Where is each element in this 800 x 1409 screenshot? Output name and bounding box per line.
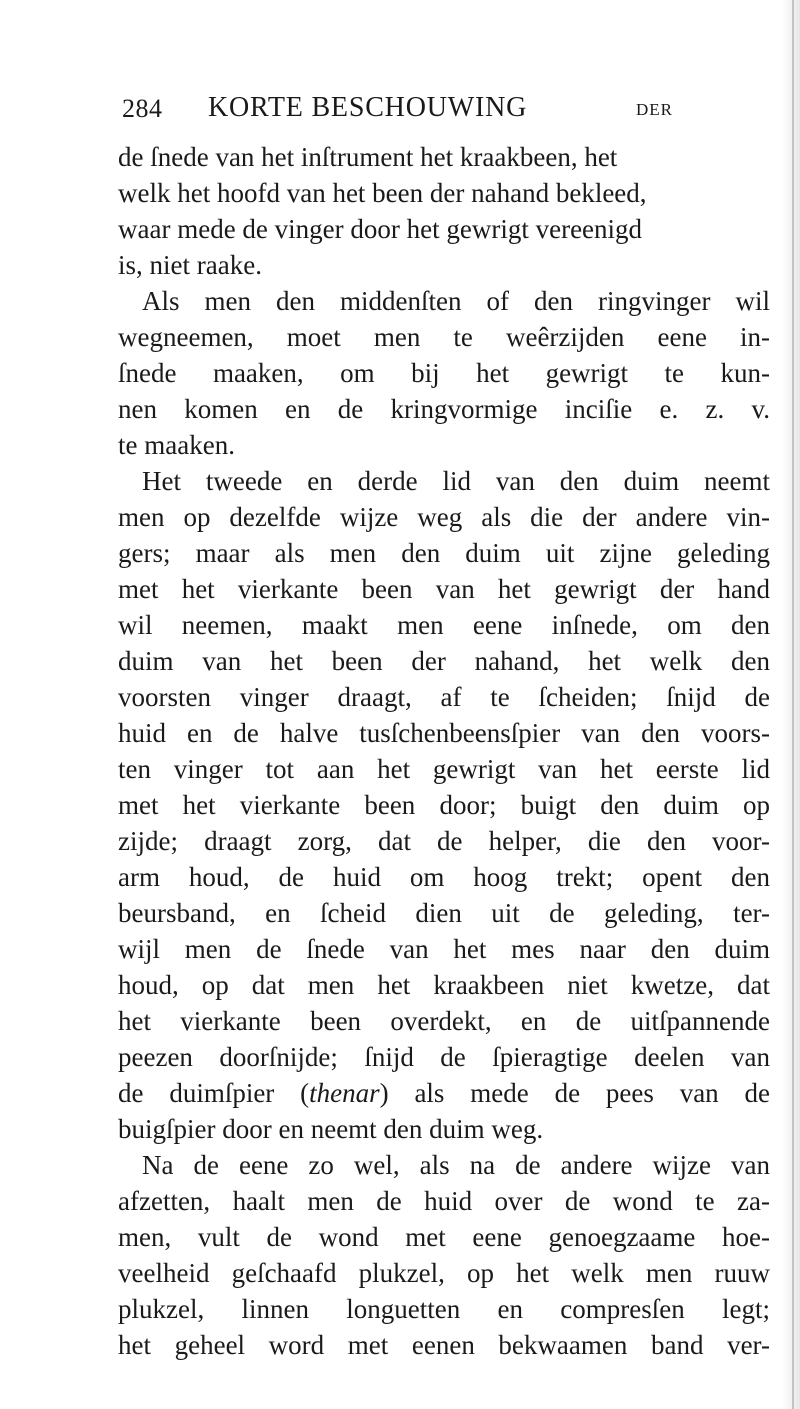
text-line: wijl men de ſnede van het mes naar den duim	[118, 934, 770, 964]
text-line: peezen doorſnijde; ſnijd de ſpieragtige deelen van	[118, 1042, 770, 1072]
text-line: het geheel word met eenen bekwaamen band ver-	[118, 1330, 770, 1360]
text-line: arm houd, de huid om hoog trekt; opent den	[118, 862, 770, 892]
text-line-with-italic: de duimſpier (thenar) als mede de pees van de	[118, 1078, 770, 1108]
text-line: Het tweede en derde lid van den duim neemt	[142, 466, 770, 496]
text-line: met het vierkante been van het gewrigt der hand	[118, 574, 770, 604]
text-line: te maaken.	[118, 430, 235, 460]
text-line: plukzel, linnen longuetten en compresſen legt;	[118, 1294, 770, 1324]
text-line: wegneemen, moet men te weêrzijden eene in-	[118, 322, 770, 352]
text-line: houd, op dat men het kraakbeen niet kwetze, dat	[118, 970, 770, 1000]
text-line: de ſnede van het inſtrument het kraakbeen, het	[118, 142, 618, 172]
latin-term: thenar	[309, 1078, 380, 1108]
text-line: gers; maar als men den duim uit zijne geleding	[118, 538, 770, 568]
page-number: 284	[122, 94, 163, 123]
text-line: Als men den middenſten of den ringvinger wil	[142, 286, 770, 316]
text-line: ſnede maaken, om bij het gewrigt te kun-	[118, 358, 770, 388]
text-line: buigſpier door en neemt den duim weg.	[118, 1114, 544, 1144]
text-line: men, vult de wond met eene genoegzaame hoe-	[118, 1222, 770, 1252]
text-line: waar mede de vinger door het gewrigt vereenigd	[118, 214, 643, 244]
text-line: beursband, en ſcheid dien uit de geleding, ter-	[118, 898, 770, 928]
page-edge-line	[792, 0, 794, 1409]
text-line: welk het hoofd van het been der nahand bekleed,	[118, 178, 647, 208]
text-line: duim van het been der nahand, het welk den	[118, 646, 770, 676]
text-line: zijde; draagt zorg, dat de helper, die den voor-	[118, 826, 770, 856]
page-edge-shadow	[782, 0, 800, 1409]
page-header	[108, 88, 688, 132]
text-line: Na de eene zo wel, als na de andere wijze van	[142, 1150, 770, 1180]
text-line: ten vinger tot aan het gewrigt van het eerste lid	[118, 754, 770, 784]
text-line: nen komen en de kringvormige inciſie e. z. v.	[118, 394, 770, 424]
text-line: voorsten vinger draagt, af te ſcheiden; ſnijd de	[118, 682, 770, 712]
text-line: met het vierkante been door; buigt den duim op	[118, 790, 770, 820]
running-head: KORTE BESCHOUWING	[208, 92, 528, 123]
text-line: huid en de halve tusſchenbeensſpier van den voors-	[118, 718, 770, 748]
running-head-small-caps: DER	[636, 100, 673, 119]
text-line: is, niet raake.	[118, 250, 262, 280]
text-line: het vierkante been overdekt, en de uitſpannende	[118, 1006, 770, 1036]
text-line: afzetten, haalt men de huid over de wond te za-	[118, 1186, 770, 1216]
text-line: veelheid geſchaafd plukzel, op het welk men ruuw	[118, 1258, 770, 1288]
text-line: men op dezelfde wijze weg als die der andere vin-	[118, 502, 770, 532]
text-line: wil neemen, maakt men eene inſnede, om den	[118, 610, 770, 640]
